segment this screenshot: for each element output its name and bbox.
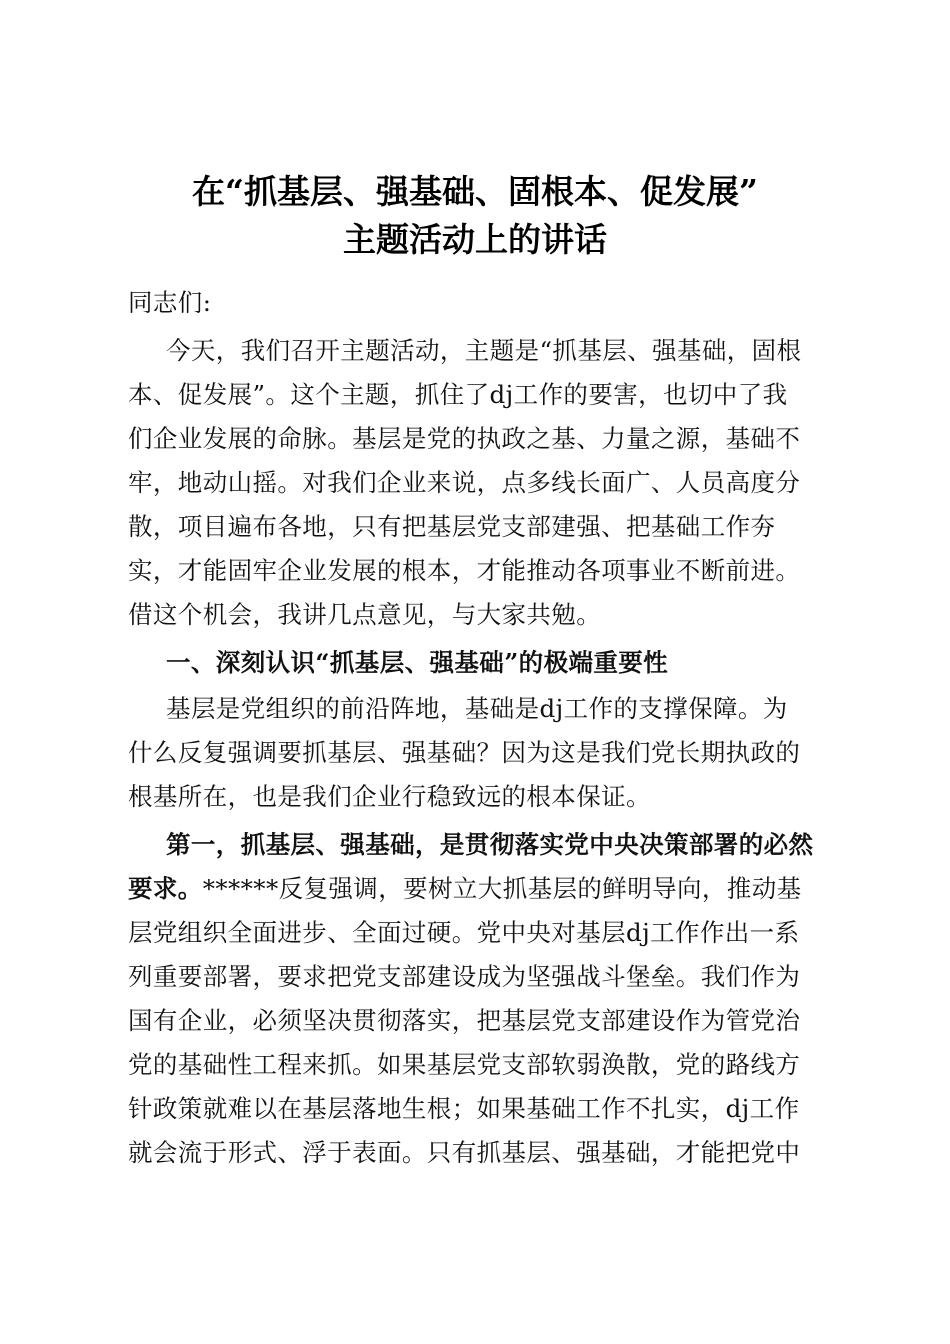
paragraph-line: 什么反复强调要抓基层、强基础？因为这是我们党长期执政的 bbox=[128, 738, 801, 767]
paragraph-line: 本、促发展”。这个主题，抓住了dj工作的要害，也切中了我 bbox=[128, 380, 788, 409]
paragraph-line: 们企业发展的命脉。基层是党的执政之基、力量之源，基础不 bbox=[128, 424, 801, 453]
paragraph-line: 国有企业，必须坚决贯彻落实，把基层党支部建设作为管党治 bbox=[128, 1006, 801, 1035]
document-title-line-1: 在“抓基层、强基础、固根本、促发展” bbox=[192, 172, 758, 211]
point-text-start: ******反复强调，要树立大抓基层的鲜明导向，推动基 bbox=[202, 874, 802, 903]
paragraph-line: 层党组织全面进步、全面过硬。党中央对基层dj工作作出一系 bbox=[128, 918, 800, 947]
paragraph-line bbox=[128, 872, 828, 906]
paragraph-line: 实，才能固牢企业发展的根本，才能推动各项事业不断前进。 bbox=[128, 556, 801, 585]
document-title-line-2: 主题活动上的讲话 bbox=[343, 220, 607, 259]
point-heading: 第一，抓基层、强基础，是贯彻落实党中央决策部署的必然 bbox=[166, 830, 814, 859]
paragraph-line: 根基所在，也是我们企业行稳致远的根本保证。 bbox=[128, 782, 651, 811]
paragraph-line: 今天，我们召开主题活动，主题是“抓基层、强基础，固根 bbox=[166, 336, 802, 365]
paragraph-line: 借这个机会，我讲几点意见，与大家共勉。 bbox=[128, 600, 602, 629]
section-heading: 一、深刻认识“抓基层、强基础”的极端重要性 bbox=[166, 648, 669, 677]
paragraph-line: 就会流于形式、浮于表面。只有抓基层、强基础，才能把党中 bbox=[128, 1138, 801, 1167]
paragraph-line: 牢，地动山摇。对我们企业来说，点多线长面广、人员高度分 bbox=[128, 468, 801, 497]
salutation: 同志们: bbox=[128, 288, 212, 317]
paragraph-line: 列重要部署，要求把党支部建设成为坚强战斗堡垒。我们作为 bbox=[128, 962, 801, 991]
paragraph-line: 散，项目遍布各地，只有把基层党支部建强、把基础工作夯 bbox=[128, 512, 776, 541]
paragraph-line: 基层是党组织的前沿阵地，基础是dj工作的支撑保障。为 bbox=[166, 694, 788, 723]
point-heading-end: 要求。 bbox=[128, 874, 203, 903]
paragraph-line: 针政策就难以在基层落地生根；如果基础工作不扎实，dj工作 bbox=[128, 1094, 800, 1123]
paragraph-line: 党的基础性工程来抓。如果基层党支部软弱涣散，党的路线方 bbox=[128, 1050, 801, 1079]
